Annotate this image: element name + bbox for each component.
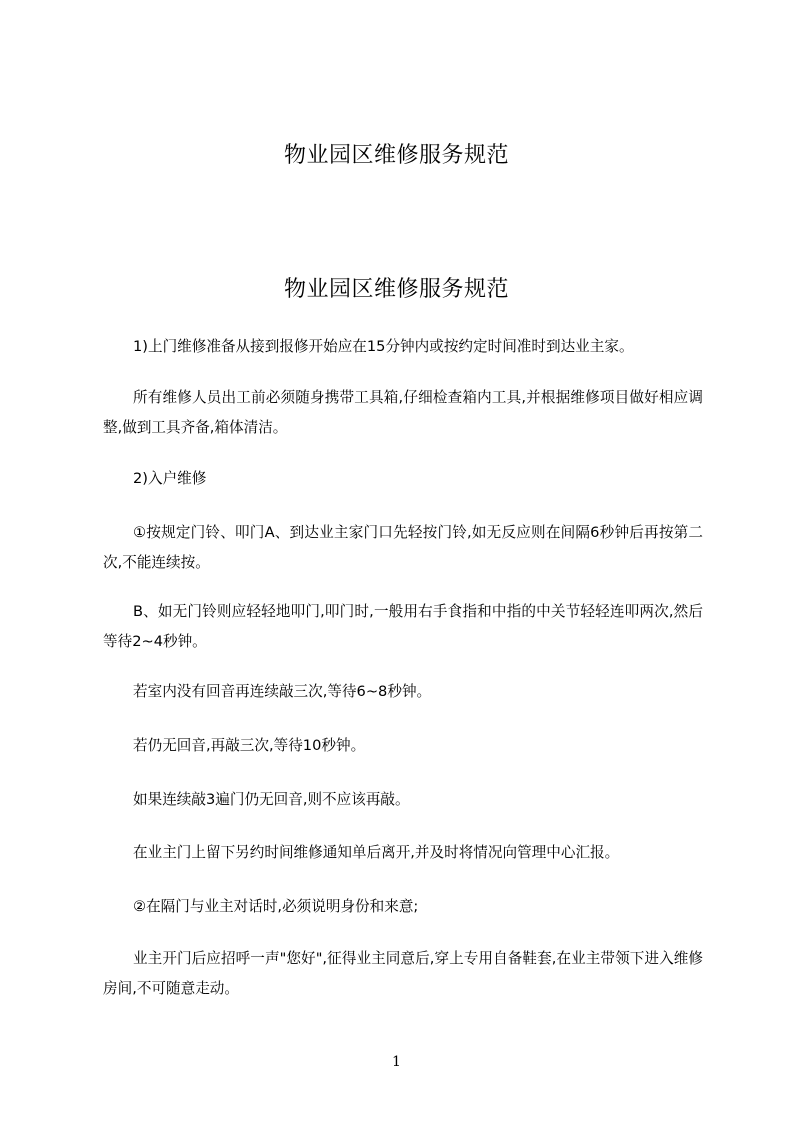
paragraph-2: 所有维修人员出工前必须随身携带工具箱,仔细检查箱内工具,并根据维修项目做好相应调整,做到工具齐备,箱体清洁。 (103, 389, 703, 436)
paragraph-4: ①按规定门铃、叩门A、到达业主家门口先轻按门铃,如无反应则在间隔6秒钟后再按第二次,不能连续按。 (103, 524, 703, 571)
paragraph-9: 在业主门上留下另约时间维修通知单后离开,并及时将情况向管理中心汇报。 (133, 844, 620, 861)
paragraph-10: ②在隔门与业主对话时,必须说明身份和来意; (133, 898, 419, 915)
paragraph-5: B、如无门铃则应轻轻地叩门,叩门时,一般用右手食指和中指的中关节轻轻连叩两次,然后等待2~4秒钟。 (103, 603, 703, 650)
header-title: 物业园区维修服务规范 (283, 143, 509, 168)
paragraph-6: 若室内没有回音再连续敲三次,等待6~8秒钟。 (133, 683, 432, 700)
main-title: 物业园区维修服务规范 (283, 277, 509, 302)
paragraph-1: 1)上门维修准备从接到报修开始应在15分钟内或按约定时间准时到达业主家。 (133, 338, 634, 355)
paragraph-11: 业主开门后应招呼一声"您好",征得业主同意后,穿上专用自备鞋套,在业主带领下进入维修房间,不可随意走动。 (103, 950, 703, 997)
page-number: 1 (392, 1054, 401, 1070)
paragraph-7: 若仍无回音,再敲三次,等待10秒钟。 (133, 737, 366, 754)
paragraph-3: 2)入户维修 (133, 470, 207, 487)
paragraph-8: 如果连续敲3遍门仍无回音,则不应该再敲。 (133, 791, 410, 808)
